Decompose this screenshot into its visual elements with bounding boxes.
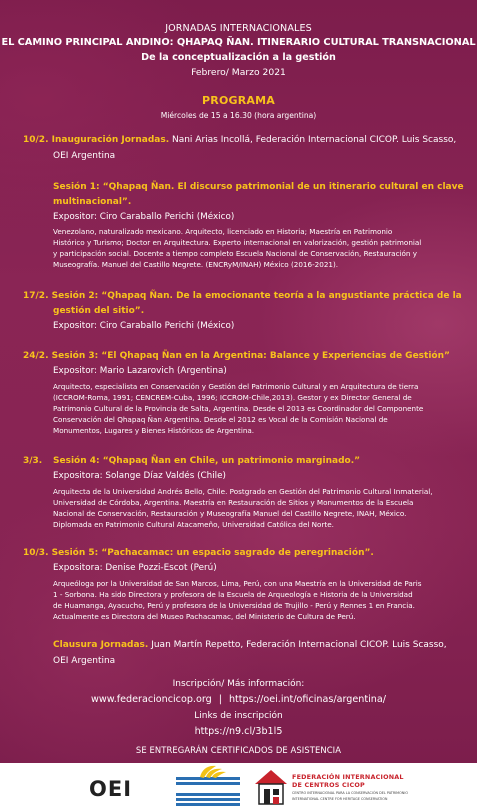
inauguracion-speakers: Nani Arias Incollá, Federación Internacional CICOP. Luis Scasso, bbox=[169, 135, 457, 145]
bio-line: Arqueóloga por la Universidad de San Marcos, Lima, Perú, con una Maestría en la Universidad de Paris bbox=[53, 579, 422, 588]
cicop-wordmark bbox=[292, 774, 408, 801]
session-4-expositor: Expositora: Solange Díaz Valdés (Chile) bbox=[53, 471, 226, 481]
bio-line: Diplomada en Patrimonio Cultural Atacameño, Universidad Católica del Norte. bbox=[53, 520, 334, 530]
session-3-expositor: Expositor: Mario Lazarovich (Argentina) bbox=[53, 366, 227, 376]
bio-line: Nacional de Conservación, Restauración y Museografía Manuel del Castillo Negrete, INAH, México. bbox=[53, 509, 407, 519]
session-3-title: 24/2. Sesión 3: “El Qhapaq Ñan en la Argentina: Balance y Experiencias de Gestión” bbox=[23, 351, 450, 361]
registration-links bbox=[0, 694, 477, 705]
certificates-note: SE ENTREGARÁN CERTIFICADOS DE ASISTENCIA bbox=[135, 745, 342, 755]
bio-line: Arquitecta de la Universidad Andrés Bello, Chile. Postgrado en Gestión del Patrimonio Cultural Inmaterial, bbox=[53, 487, 433, 496]
session-5-bio bbox=[53, 578, 421, 622]
cicop-website-link[interactable]: www.federacioncicop.org bbox=[91, 694, 212, 705]
schedule-time: Miércoles de 15 a 16.30 (hora argentina) bbox=[160, 111, 317, 120]
session-4-title: Sesión 4: “Qhapaq Ñan en Chile, un patrimonio marginado.” bbox=[53, 456, 361, 466]
bio-line: Actualmente es Directora del Museo Pachacamac, del Ministerio de Cultura de Perú. bbox=[53, 612, 356, 622]
clausura-org: OEI Argentina bbox=[53, 656, 116, 666]
session-3-bio bbox=[53, 381, 423, 436]
bio-line: 1 - Sorbona. Ha sido Directora y profesora de la Escuela de Arqueología e Historia de la Universidad bbox=[53, 590, 413, 600]
oei-website-link[interactable]: https://oei.int/oficinas/argentina/ bbox=[228, 694, 386, 705]
session-4-date: 3/3. bbox=[23, 456, 43, 466]
clausura-title: Clausura Jornadas. bbox=[53, 640, 149, 650]
inauguracion-org: OEI Argentina bbox=[53, 151, 116, 161]
clausura-speakers: Juan Martín Repetto, Federación Internacional CICOP. Luis Scasso, bbox=[148, 640, 447, 650]
registration-title: Inscripción/ Más información: bbox=[172, 679, 305, 689]
session-2-expositor: Expositor: Ciro Caraballo Perichi (México) bbox=[53, 321, 235, 331]
cicop-name-line1: FEDERACIÓN INTERNACIONAL bbox=[292, 773, 404, 781]
bio-line: Museografía. Manuel del Castillo Negrete. (ENCRyM/INAH) México (2016-2021). bbox=[53, 260, 339, 270]
session-1-title-line2: multinacional”. bbox=[53, 197, 132, 207]
bio-line: y participación social. Docente a tiempo completo Escuela Nacional de Conservación, Restauración y bbox=[53, 249, 418, 259]
session-5-expositor: Expositora: Denise Pozzi-Escot (Perú) bbox=[53, 563, 217, 573]
bio-line: (ICCROM-Roma, 1991; CENCREM-Cuba, 1996; ICCROM-Chile,2013). Gestor y ex Director General de bbox=[53, 393, 412, 403]
bio-line: Venezolano, naturalizado mexicano. Arquitecto, licenciado en Historia; Maestría en Patrimonio bbox=[53, 227, 393, 236]
event-series-title: JORNADAS INTERNACIONALES bbox=[165, 23, 312, 34]
registration-links-title: Links de inscripción bbox=[194, 711, 283, 721]
bio-line: Patrimonio Cultural de la Provincia de Salta, Argentina. Desde el 2013 es Coordinador del Componente bbox=[53, 404, 424, 414]
bio-line: Conservación del Qhapaq Ñan Argentina. Desde el 2012 es Vocal de la Comisión Nacional de bbox=[53, 415, 388, 425]
session-2-title-line2: gestión del sitio”. bbox=[53, 306, 145, 316]
event-subtitle: De la conceptualización a la gestión bbox=[141, 52, 336, 63]
program-heading: PROGRAMA bbox=[202, 94, 275, 107]
bio-line: Arquitecto, especialista en Conservación y Gestión del Patrimonio Cultural y en Arquitectura de tierra bbox=[53, 382, 419, 391]
session-4-bio bbox=[53, 486, 433, 530]
session-5-title: 10/3. Sesión 5: “Pachacamac: un espacio sagrado de peregrinación”. bbox=[23, 548, 374, 558]
inauguracion-title: 10/2. Inauguración Jornadas. bbox=[23, 135, 170, 145]
event-title: EL CAMINO PRINCIPAL ANDINO: QHAPAQ ÑAN. ITINERARIO CULTURAL TRANSNACIONAL bbox=[1, 37, 476, 48]
session-1-expositor: Expositor: Ciro Caraballo Perichi (México) bbox=[53, 212, 235, 222]
cicop-tagline-2: INTERNATIONAL CENTRE FOR HERITAGE CONSERVATION bbox=[292, 797, 388, 802]
event-dates: Febrero/ Marzo 2021 bbox=[191, 67, 286, 78]
cicop-tagline-1: CENTRO INTERNACIONAL PARA LA CONSERVACIÓN DEL PATRIMONIO bbox=[292, 791, 408, 795]
argentina-flag-logo bbox=[176, 765, 240, 809]
cicop-logo-mark bbox=[253, 768, 289, 806]
session-1-bio bbox=[53, 226, 421, 270]
bio-line: Histórico y Turismo; Doctor en Arquitectura. Experto internacional en valorización, gestión patrimonial bbox=[53, 238, 422, 248]
session-2-title-line1: 17/2. Sesión 2: “Qhapaq Ñan. De la emocionante teoría a la angustiante práctica de la bbox=[23, 291, 462, 301]
session-1-title-line1: Sesión 1: “Qhapaq Ñan. El discurso patrimonial de un itinerario cultural en clave bbox=[53, 182, 464, 192]
oei-logo: OEI bbox=[89, 777, 133, 801]
bio-line: Universidad de Córdoba, Argentina. Maestría en Restauración de Sitios y Monumentos de la Escuela bbox=[53, 498, 414, 508]
sponsor-footer bbox=[0, 763, 477, 810]
inauguracion-line bbox=[23, 133, 456, 148]
clausura-line bbox=[53, 638, 447, 653]
link-separator: | bbox=[218, 694, 222, 705]
cicop-name-line2: DE CENTROS CICOP bbox=[292, 780, 365, 789]
registration-form-link[interactable]: https://n9.cl/3b1l5 bbox=[194, 726, 283, 737]
bio-line: de Huamanga, Ayacucho, Perú y profesora de la Universidad de Trujillo - Perú y Rennes 1 en Francia. bbox=[53, 601, 415, 611]
bio-line: Monumentos, Lugares y Bienes Históricos de Argentina. bbox=[53, 426, 255, 436]
